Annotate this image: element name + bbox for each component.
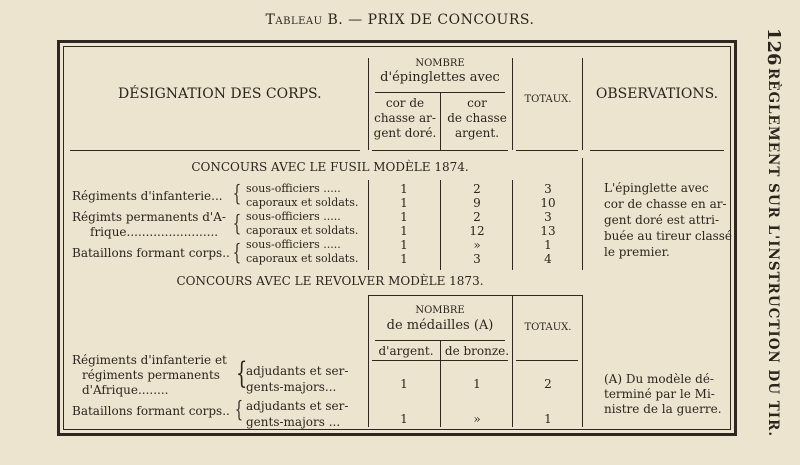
section2-col2: de bronze. — [444, 344, 510, 358]
value-cor-dore: 1 — [400, 182, 408, 196]
rule — [440, 92, 441, 150]
section2-totaux: TOTAUX. — [524, 322, 572, 333]
value-cor-dore: 1 — [400, 210, 408, 224]
observation-line: buée au tireur classé — [604, 229, 733, 243]
rule — [372, 150, 508, 151]
header-col2-line: de chasse — [447, 111, 507, 125]
rule — [590, 150, 724, 151]
grade-line: gents-majors... — [246, 380, 337, 394]
value-cor-argent: 2 — [473, 182, 481, 196]
caption-title: PRIX DE CONCOURS. — [367, 12, 535, 28]
value-cor-argent: 12 — [469, 224, 485, 238]
observation-line: cor de chasse en ar- — [604, 197, 727, 211]
header-designation: DÉSIGNATION DES CORPS. — [118, 86, 322, 102]
header-col1 — [370, 96, 440, 141]
value-cor-argent: 9 — [473, 196, 481, 210]
value-cor-dore: 1 — [400, 238, 408, 252]
group-label-line: régiments permanents — [82, 368, 220, 382]
rule — [516, 360, 578, 361]
value-argent: 1 — [400, 412, 408, 426]
brace-glyph: { — [235, 356, 248, 391]
rule — [582, 158, 583, 270]
rule — [368, 295, 582, 296]
grade-label: caporaux et soldats. — [246, 224, 359, 237]
value-cor-argent: 3 — [473, 252, 481, 266]
header-col1-line: cor de — [385, 96, 425, 110]
value-totaux: 2 — [544, 377, 552, 391]
rule — [582, 295, 583, 427]
value-bronze: » — [473, 412, 481, 426]
header-col1-line: gent doré. — [373, 126, 437, 140]
header-nombre: NOMBRE — [415, 58, 465, 69]
value-bronze: 1 — [473, 377, 481, 391]
grade-label: sous-officiers ..... — [246, 238, 341, 251]
table-row-grade — [246, 398, 348, 430]
group-label: frique........................ — [90, 225, 219, 239]
table-row-grade — [246, 363, 348, 395]
observation-line: L'épinglette avec — [604, 181, 709, 195]
rule — [516, 150, 578, 151]
rule — [582, 58, 583, 150]
section2-observation — [604, 372, 722, 417]
section2-group2: Bataillons formant corps.. — [72, 404, 230, 418]
brace-glyph: { — [232, 182, 242, 207]
grade-line: adjudants et ser- — [246, 399, 349, 413]
brace-glyph: { — [234, 398, 244, 423]
section1-observation — [604, 180, 732, 260]
group-label: Régimts permanents d'A- — [72, 210, 226, 224]
rule — [512, 180, 513, 270]
rule — [368, 295, 369, 427]
value-cor-dore: 1 — [400, 224, 408, 238]
header-col2 — [442, 96, 512, 141]
section2-group1 — [72, 353, 227, 398]
grade-line: gents-majors ... — [246, 415, 341, 429]
grade-label: caporaux et soldats. — [246, 196, 359, 209]
grade-label: sous-officiers ..... — [246, 182, 341, 195]
value-totaux: 4 — [544, 252, 552, 266]
value-cor-dore: 1 — [400, 252, 408, 266]
rule — [512, 295, 513, 427]
section2-nombre: NOMBRE — [415, 305, 465, 316]
group-label: Bataillons formant corps.. — [72, 246, 230, 260]
observation-line: gent doré est attri- — [604, 213, 720, 227]
brace-glyph: { — [232, 241, 242, 266]
grade-label: caporaux et soldats. — [246, 252, 359, 265]
header-totaux: TOTAUX. — [524, 94, 572, 105]
group-label: Régiments d'infanterie... — [72, 189, 223, 203]
brace-glyph: { — [232, 212, 242, 237]
rule — [368, 58, 369, 150]
header-col1-line: chasse ar- — [374, 111, 436, 125]
value-totaux: 3 — [544, 182, 552, 196]
rule — [375, 340, 505, 341]
header-observations: OBSERVATIONS. — [595, 86, 719, 102]
caption-label: Tableau B. — [265, 12, 344, 28]
section2-title: CONCOURS AVEC LE REVOLVER MODÈLE 1873. — [176, 274, 484, 288]
grade-line: adjudants et ser- — [246, 364, 349, 378]
value-totaux: 1 — [544, 412, 552, 426]
table-caption — [0, 12, 800, 28]
header-col2-line: argent. — [454, 126, 500, 140]
section2-col1: d'argent. — [378, 344, 434, 358]
header-col2-line: cor — [467, 96, 487, 110]
value-totaux: 1 — [544, 238, 552, 252]
value-cor-argent: » — [473, 238, 481, 252]
observation-line: nistre de la guerre. — [604, 402, 722, 416]
rule — [440, 340, 441, 427]
grade-label: sous-officiers ..... — [246, 210, 341, 223]
rule — [512, 58, 513, 150]
group-label-line: d'Afrique........ — [82, 383, 169, 397]
rule — [375, 92, 505, 93]
page-number: 126 — [763, 28, 784, 66]
value-totaux: 13 — [540, 224, 556, 238]
caption-dash: — — [348, 12, 363, 28]
header-epinglettes: d'épinglettes avec — [380, 70, 500, 85]
value-cor-argent: 2 — [473, 210, 481, 224]
section2-medailles: de médailles (A) — [386, 318, 494, 333]
section1-title: CONCOURS AVEC LE FUSIL MODÈLE 1874. — [191, 160, 469, 174]
running-header — [760, 28, 790, 448]
rule — [70, 150, 360, 151]
rule — [368, 180, 369, 270]
value-totaux: 3 — [544, 210, 552, 224]
observation-line: (A) Du modèle dé- — [604, 372, 714, 386]
value-totaux: 10 — [540, 196, 556, 210]
value-cor-dore: 1 — [400, 196, 408, 210]
group-label-line: Régiments d'infanterie et — [72, 353, 227, 367]
running-title: RÈGLEMENT SUR L'INSTRUCTION DU TIR. — [765, 68, 781, 438]
observation-line: terminé par le Mi- — [604, 387, 715, 401]
value-argent: 1 — [400, 377, 408, 391]
rule — [440, 180, 441, 270]
observation-line: le premier. — [604, 245, 670, 259]
rule — [372, 360, 508, 361]
